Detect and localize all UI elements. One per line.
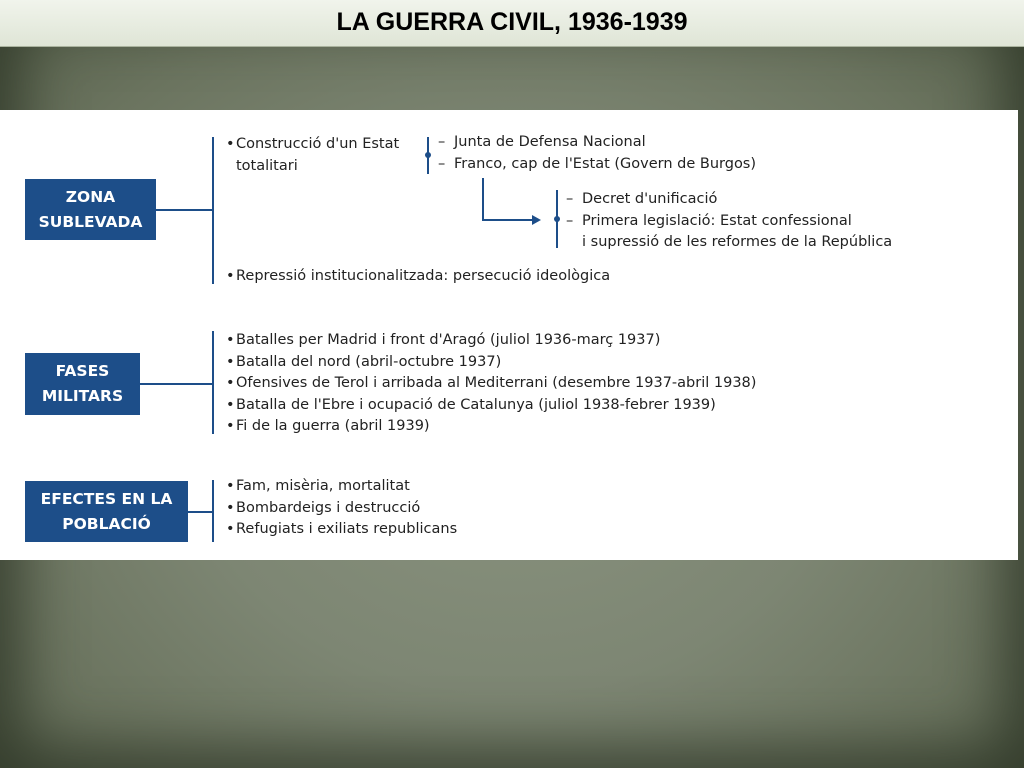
zona-item-estat-line1: Construcció d'un Estat bbox=[236, 136, 400, 152]
burgos-sub-item-1: Decret d'unificació bbox=[582, 191, 718, 207]
estat-sub-list bbox=[438, 132, 756, 175]
fases-militars-label-1: FASES bbox=[55, 362, 110, 380]
efectes-list bbox=[226, 476, 457, 541]
fases-militars-box bbox=[25, 353, 140, 415]
fases-item-5: Fi de la guerra (abril 1939) bbox=[236, 418, 430, 434]
zona-item-repressio-text: Repressió institucionalitzada: persecució ideològica bbox=[236, 268, 611, 284]
zona-item-estat-line2: totalitari bbox=[236, 157, 298, 174]
zona-item-repressio bbox=[226, 266, 610, 288]
title-bar bbox=[0, 0, 1024, 47]
bullet-icon: • bbox=[226, 396, 235, 413]
zona-sublevada-connector bbox=[156, 209, 213, 211]
fases-militars-label-2: MILITARS bbox=[41, 387, 124, 405]
estat-sub-bracket-dot bbox=[425, 152, 431, 158]
dash-icon: – bbox=[566, 191, 574, 207]
zona-sublevada-label-1: ZONA bbox=[65, 187, 116, 206]
fases-item-3: Ofensives de Terol i arribada al Mediterrani (desembre 1937-abril 1938) bbox=[236, 375, 757, 391]
efectes-poblacio-box bbox=[25, 481, 188, 542]
burgos-sub-bracket-dot bbox=[554, 216, 560, 222]
fases-militars-connector bbox=[140, 383, 213, 385]
burgos-sub-list bbox=[566, 189, 892, 254]
efectes-poblacio-label-1: EFECTES EN LA bbox=[40, 489, 173, 508]
elbow-arrow-vertical bbox=[482, 178, 484, 221]
fases-item-2: Batalla del nord (abril-octubre 1937) bbox=[236, 353, 502, 370]
diagram-panel bbox=[0, 110, 1018, 560]
bullet-icon: • bbox=[226, 332, 235, 348]
bullet-icon: • bbox=[226, 268, 235, 284]
bullet-icon: • bbox=[226, 375, 235, 391]
efectes-poblacio-label-2: POBLACIÓ bbox=[62, 514, 151, 533]
zona-sublevada-box bbox=[25, 179, 156, 240]
zona-sublevada-bracket bbox=[212, 137, 214, 284]
elbow-arrow-horizontal bbox=[482, 219, 534, 221]
bullet-icon: • bbox=[226, 521, 235, 537]
bullet-icon: • bbox=[226, 478, 235, 494]
dash-icon: – bbox=[566, 212, 574, 229]
arrow-right-icon bbox=[532, 215, 541, 225]
bullet-icon: • bbox=[226, 136, 235, 152]
dash-icon: – bbox=[438, 134, 446, 150]
efectes-item-2: Bombardeigs i destrucció bbox=[236, 499, 421, 516]
fases-item-4: Batalla de l'Ebre i ocupació de Catalunya (juliol 1938-febrer 1939) bbox=[236, 396, 716, 413]
fases-list bbox=[226, 330, 756, 438]
zona-sublevada-label-2: SUBLEVADA bbox=[38, 212, 143, 231]
fases-militars-bracket bbox=[212, 331, 214, 434]
dash-icon: – bbox=[438, 155, 446, 172]
estat-sub-item-1: Junta de Defensa Nacional bbox=[454, 134, 646, 150]
zona-item-estat bbox=[226, 134, 399, 177]
efectes-item-3: Refugiats i exiliats republicans bbox=[236, 521, 458, 537]
estat-sub-item-2: Franco, cap de l'Estat (Govern de Burgos) bbox=[454, 155, 757, 172]
bullet-icon: • bbox=[226, 353, 235, 370]
bullet-icon: • bbox=[226, 418, 235, 434]
bullet-icon: • bbox=[226, 499, 235, 516]
efectes-poblacio-bracket bbox=[212, 480, 214, 542]
page-title: LA GUERRA CIVIL, 1936-1939 bbox=[336, 7, 688, 36]
efectes-item-1: Fam, misèria, mortalitat bbox=[236, 478, 410, 494]
burgos-sub-item-2: Primera legislació: Estat confessional bbox=[582, 212, 852, 229]
burgos-sub-item-3: i supressió de les reformes de la República bbox=[582, 234, 893, 250]
efectes-poblacio-connector bbox=[188, 511, 213, 513]
fases-item-1: Batalles per Madrid i front d'Aragó (juliol 1936-març 1937) bbox=[236, 332, 661, 348]
